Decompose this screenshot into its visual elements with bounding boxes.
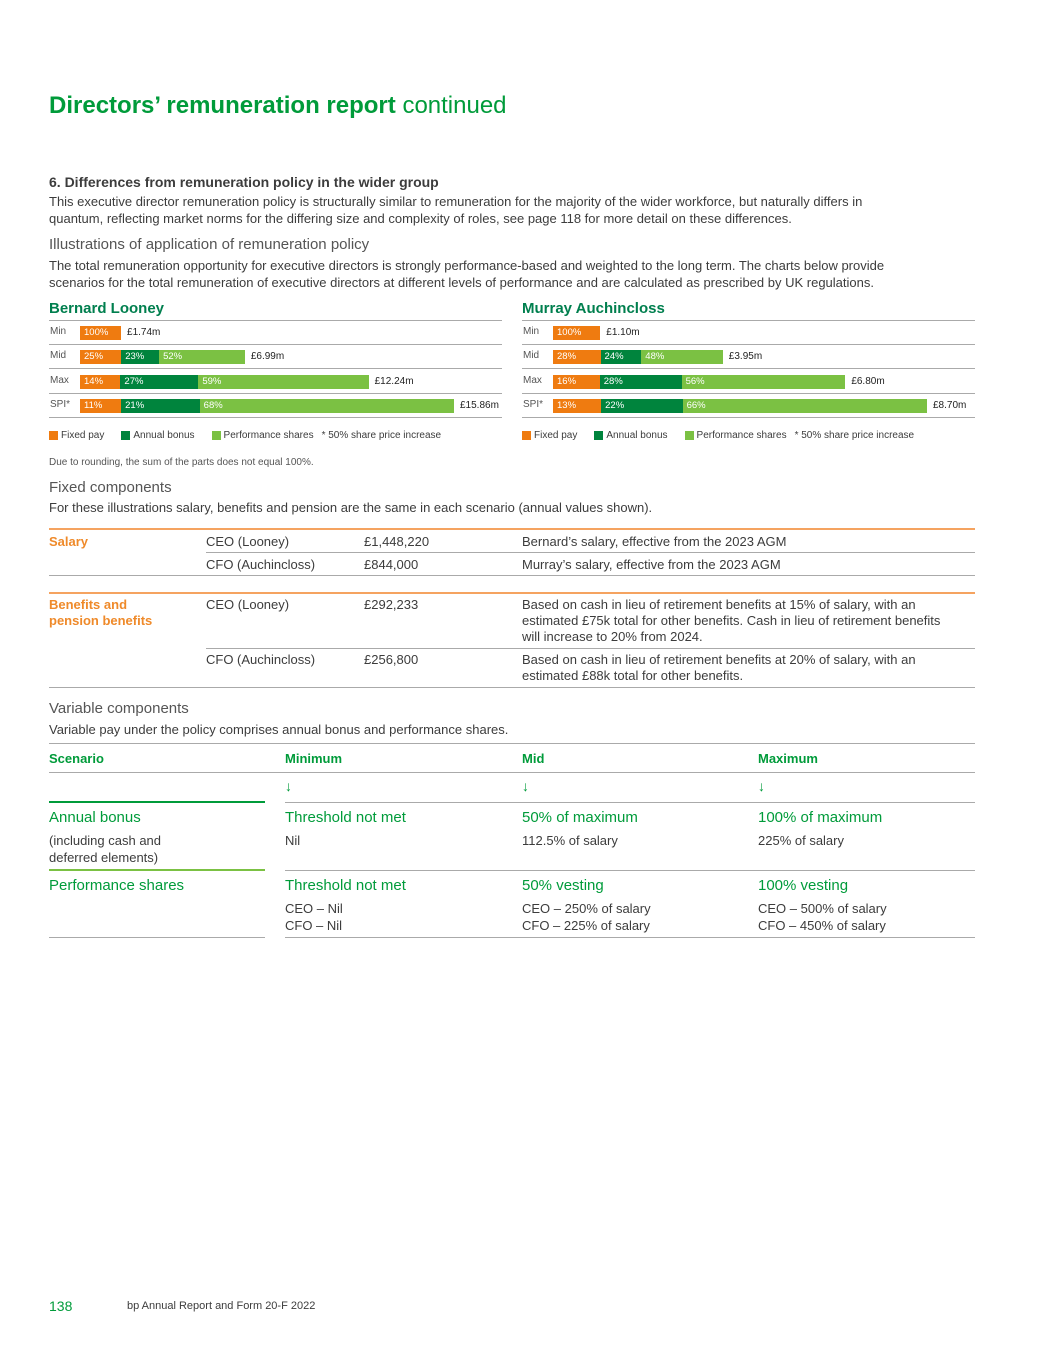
- divider: [522, 368, 975, 369]
- bar-segment-performance-shares: 52%: [159, 350, 245, 364]
- scenario-detail: Nil: [285, 833, 301, 848]
- desc-line: Based on cash in lieu of retirement benefits at 20% of salary, with an: [522, 652, 916, 667]
- header-scenario: Scenario: [49, 751, 104, 766]
- category-label: Max: [50, 375, 69, 386]
- divider: [49, 772, 975, 773]
- scenario-title: Threshold not met: [285, 877, 406, 894]
- chart-legend: [49, 430, 441, 441]
- annual-bonus-sub: [49, 832, 161, 866]
- total-label: £8.70m: [933, 400, 967, 411]
- chart-row: [49, 394, 502, 418]
- chart-title: Murray Auchincloss: [522, 300, 665, 317]
- detail-line: CEO – 500% of salary: [758, 901, 887, 916]
- legend-swatch: [522, 431, 531, 440]
- scenario-detail: 225% of salary: [758, 833, 844, 848]
- chart-row: [49, 321, 502, 345]
- variable-components-heading: Variable components: [49, 700, 189, 717]
- role-cell: CFO (Auchincloss): [206, 652, 316, 667]
- legend-label: Performance shares: [696, 430, 787, 441]
- divider: [49, 687, 975, 688]
- chart-row: [522, 370, 975, 394]
- desc-line: Based on cash in lieu of retirement benefits at 15% of salary, with an: [522, 597, 916, 612]
- paragraph-line: scenarios for the total remuneration of executive directors at different levels of performance and are calculated as prescribed by UK regulations.: [49, 275, 874, 290]
- scenario-title: 50% vesting: [522, 877, 604, 894]
- divider: [49, 869, 265, 871]
- scenario-title: 100% of maximum: [758, 809, 883, 826]
- performance-shares-label: Performance shares: [49, 877, 185, 894]
- desc-cell: [522, 652, 975, 684]
- legend-swatch: [121, 431, 130, 440]
- bar-segment-annual-bonus: 27%: [120, 375, 198, 389]
- scenario-detail: 112.5% of salary: [522, 833, 618, 848]
- divider: [285, 937, 975, 938]
- legend-swatch: [212, 431, 221, 440]
- bar-segment-fixed-pay: 14%: [80, 375, 120, 389]
- page-title-continued: continued: [402, 92, 507, 119]
- benefits-label-line: Benefits and: [49, 597, 128, 612]
- bar-segment-annual-bonus: 28%: [600, 375, 682, 389]
- total-label: £6.80m: [851, 376, 885, 387]
- bar-segment-performance-shares: 56%: [682, 375, 846, 389]
- category-label: Min: [523, 326, 540, 337]
- chart-title: Bernard Looney: [49, 300, 165, 317]
- divider: [49, 743, 975, 744]
- divider: [49, 801, 265, 803]
- stacked-bar: [80, 399, 454, 413]
- divider: [49, 417, 502, 418]
- role-cell: CEO (Looney): [206, 534, 290, 549]
- bar-segment-performance-shares: 48%: [641, 350, 723, 364]
- paragraph-line: This executive director remuneration policy is structurally similar to remuneration for the majority of the wider workforce, but naturally differs in: [49, 194, 863, 209]
- bar-segment-annual-bonus: 23%: [121, 350, 159, 364]
- detail-line: CFO – 225% of salary: [522, 918, 650, 933]
- header-mid: Mid: [522, 751, 545, 766]
- chart-murray-auchincloss: [522, 300, 975, 450]
- divider: [206, 552, 975, 553]
- bar-segment-performance-shares: 66%: [683, 399, 927, 413]
- role-cell: CEO (Looney): [206, 597, 290, 612]
- paragraph-line: The total remuneration opportunity for executive directors is strongly performance-based and weighted to the long term. The charts below provide: [49, 258, 885, 273]
- desc-cell: Murray’s salary, effective from the 2023 AGM: [522, 557, 781, 572]
- legend-label: Performance shares: [223, 430, 314, 441]
- header-maximum: Maximum: [758, 751, 818, 766]
- chart-row: [522, 345, 975, 369]
- value-cell: £844,000: [364, 557, 419, 572]
- legend-item-perf: [212, 430, 314, 441]
- legend-item-fixed: [522, 430, 577, 441]
- divider: [49, 368, 502, 369]
- legend-spi-note: * 50% share price increase: [794, 430, 915, 441]
- value-cell: £1,448,220: [364, 534, 430, 549]
- stacked-bar: [553, 399, 927, 413]
- legend-swatch: [49, 431, 58, 440]
- scenario-title: 50% of maximum: [522, 809, 638, 826]
- divider: [49, 575, 975, 576]
- total-label: £6.99m: [250, 351, 285, 362]
- category-label: Mid: [50, 350, 67, 361]
- value-cell: £292,233: [364, 597, 419, 612]
- legend-swatch: [685, 431, 694, 440]
- page-title-bold: Directors’ remuneration report: [49, 92, 396, 119]
- stacked-bar: [553, 375, 845, 389]
- total-label: £1.10m: [606, 327, 640, 338]
- scenario-detail: [758, 900, 887, 934]
- chart-row: [522, 394, 975, 418]
- total-label: £12.24m: [374, 376, 414, 387]
- divider: [49, 592, 975, 594]
- desc-line: estimated £75k total for other benefits. Cash in lieu of retirement benefits: [522, 613, 941, 628]
- desc-cell: [522, 597, 975, 645]
- bar-segment-performance-shares: 68%: [200, 399, 454, 413]
- chart-row: [49, 370, 502, 394]
- chart-row: [49, 345, 502, 369]
- section-paragraph: [49, 257, 979, 291]
- header-minimum: Minimum: [285, 751, 343, 766]
- desc-line: will increase to 20% from 2024.: [522, 629, 703, 644]
- sub-line: deferred elements): [49, 850, 159, 865]
- total-label: £15.86m: [460, 400, 499, 411]
- legend-item-perf: [685, 430, 787, 441]
- section-paragraph: [49, 193, 979, 227]
- legend-label: Fixed pay: [61, 430, 105, 441]
- desc-line: estimated £88k total for other benefits.: [522, 668, 744, 683]
- bar-segment-annual-bonus: 21%: [121, 399, 200, 413]
- arrow-down-icon: ↓: [285, 778, 292, 794]
- total-label: £1.74m: [127, 327, 161, 338]
- stacked-bar: [80, 375, 369, 389]
- category-label: Min: [50, 326, 67, 337]
- divider: [522, 417, 975, 418]
- divider: [285, 870, 975, 871]
- legend-item-bonus: [121, 430, 194, 441]
- scenario-detail: [522, 900, 651, 934]
- bar-segment-fixed-pay: 11%: [80, 399, 121, 413]
- divider: [49, 937, 265, 938]
- bar-segment-annual-bonus: 24%: [601, 350, 642, 364]
- detail-line: CFO – Nil: [285, 918, 343, 933]
- scenario-title: 100% vesting: [758, 877, 849, 894]
- chart-legend: [522, 430, 914, 441]
- legend-item-fixed: [49, 430, 104, 441]
- stacked-bar: [80, 350, 245, 364]
- page-number: 138: [49, 1298, 73, 1314]
- bar-segment-fixed-pay: 100%: [80, 326, 121, 340]
- salary-label: Salary: [49, 534, 89, 549]
- total-label: £3.95m: [728, 351, 763, 362]
- chart-bernard-looney: [49, 300, 502, 450]
- section-heading: 6. Differences from remuneration policy in the wider group: [49, 174, 439, 190]
- category-label: SPI*: [523, 399, 544, 410]
- chart-row: [522, 321, 975, 345]
- arrow-down-icon: ↓: [758, 778, 765, 794]
- subheading: Illustrations of application of remuneration policy: [49, 236, 370, 253]
- legend-swatch: [594, 431, 603, 440]
- detail-line: CEO – 250% of salary: [522, 901, 651, 916]
- detail-line: CFO – 450% of salary: [758, 918, 886, 933]
- legend-item-bonus: [594, 430, 667, 441]
- fixed-components-intro: For these illustrations salary, benefits and pension are the same in each scenario (annual values shown).: [49, 500, 653, 515]
- stacked-bar: [80, 326, 121, 340]
- stacked-bar: [553, 326, 600, 340]
- divider: [285, 802, 975, 803]
- benefits-label-line: pension benefits: [49, 613, 153, 628]
- category-label: SPI*: [50, 399, 71, 410]
- paragraph-line: quantum, reflecting market norms for the differing size and complexity of roles, see page 118 for more detail on these differences.: [49, 211, 792, 226]
- footer-text: bp Annual Report and Form 20-F 2022: [127, 1300, 316, 1312]
- scenario-title: Threshold not met: [285, 809, 406, 826]
- detail-line: CEO – Nil: [285, 901, 343, 916]
- desc-cell: Bernard’s salary, effective from the 2023 AGM: [522, 534, 787, 549]
- arrow-down-icon: ↓: [522, 778, 529, 794]
- legend-label: Annual bonus: [606, 430, 668, 441]
- bar-segment-performance-shares: 59%: [198, 375, 368, 389]
- legend-label: Fixed pay: [534, 430, 578, 441]
- bar-segment-fixed-pay: 16%: [553, 375, 600, 389]
- divider: [49, 528, 975, 530]
- bar-segment-fixed-pay: 13%: [553, 399, 601, 413]
- scenario-detail: [285, 900, 343, 934]
- legend-spi-note: * 50% share price increase: [321, 430, 442, 441]
- role-cell: CFO (Auchincloss): [206, 557, 316, 572]
- annual-bonus-label: Annual bonus: [49, 809, 141, 826]
- sub-line: (including cash and: [49, 833, 162, 848]
- fixed-components-heading: Fixed components: [49, 479, 172, 496]
- divider: [206, 648, 975, 649]
- legend-label: Annual bonus: [133, 430, 195, 441]
- bar-segment-fixed-pay: 25%: [80, 350, 121, 364]
- benefits-label: [49, 597, 152, 629]
- rounding-note: Due to rounding, the sum of the parts does not equal 100%.: [49, 457, 314, 468]
- bar-segment-annual-bonus: 22%: [601, 399, 682, 413]
- bar-segment-fixed-pay: 28%: [553, 350, 601, 364]
- page-title: [49, 92, 507, 120]
- stacked-bar: [553, 350, 723, 364]
- category-label: Mid: [523, 350, 540, 361]
- bar-segment-fixed-pay: 100%: [553, 326, 600, 340]
- value-cell: £256,800: [364, 652, 419, 667]
- variable-components-intro: Variable pay under the policy comprises annual bonus and performance shares.: [49, 722, 509, 737]
- category-label: Max: [523, 375, 542, 386]
